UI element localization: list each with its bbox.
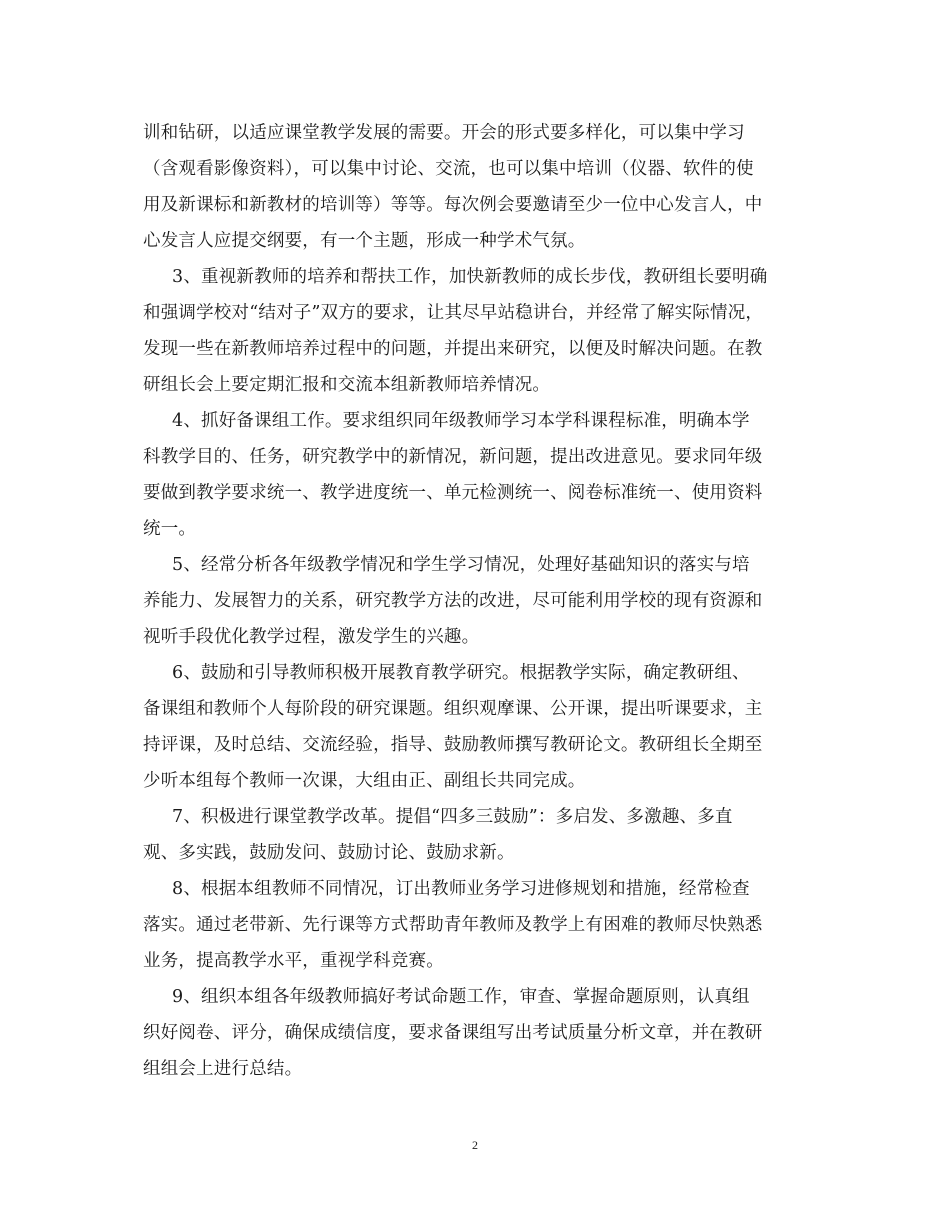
text-line: 视听手段优化教学过程，激发学生的兴趣。 — [143, 627, 480, 647]
paragraph-item-8 — [143, 871, 811, 979]
text-line: 落实。通过老带新、先行课等方式帮助青年教师及教学上有困难的教师尽快熟悉 — [143, 915, 763, 935]
text-line: 备课组和教师个人每阶段的研究课题。组织观摩课、公开课，提出听课要求，主 — [143, 699, 763, 719]
text-line: 发现一些在新教师培养过程中的问题，并提出来研究，以便及时解决问题。在教 — [143, 339, 763, 359]
text-line: 训和钻研，以适应课堂教学发展的需要。开会的形式要多样化，可以集中学习 — [143, 123, 745, 143]
paragraph-item-9 — [143, 979, 811, 1087]
paragraph-continuation — [143, 115, 811, 259]
paragraph-item-4 — [143, 403, 811, 547]
text-line: 心发言人应提交纲要，有一个主题，形成一种学术气氛。 — [143, 231, 586, 251]
text-line: 8、根据本组教师不同情况，订出教师业务学习进修规划和措施，经常检查 — [172, 879, 750, 899]
text-line: 科教学目的、任务，研究教学中的新情况，新问题，提出改进意见。要求同年级 — [143, 447, 763, 467]
text-line: （含观看影像资料），可以集中讨论、交流，也可以集中培训（仪器、软件的使 — [143, 159, 754, 179]
paragraph-item-5 — [143, 547, 811, 655]
text-line: 6、鼓励和引导教师积极开展教育教学研究。根据教学实际，确定教研组、 — [172, 663, 750, 683]
text-line: 5、经常分析各年级教学情况和学生学习情况，处理好基础知识的落实与培 — [172, 555, 750, 575]
paragraph-item-6 — [143, 655, 811, 799]
text-line: 7、积极进行课堂教学改革。提倡“四多三鼓励”：多启发、多激趣、多直 — [172, 807, 733, 827]
paragraph-item-7 — [143, 799, 811, 871]
document-body — [143, 115, 811, 1087]
text-line: 3、重视新教师的培养和帮扶工作，加快新教师的成长步伐，教研组长要明确 — [172, 267, 768, 287]
text-line: 组组会上进行总结。 — [143, 1059, 303, 1079]
text-line: 观、多实践，鼓励发问、鼓励讨论、鼓励求新。 — [143, 843, 515, 863]
text-line: 用及新课标和新教材的培训等）等等。每次例会要邀请至少一位中心发言人，中 — [143, 195, 763, 215]
text-line: 要做到教学要求统一、教学进度统一、单元检测统一、阅卷标准统一、使用资料 — [143, 483, 763, 503]
text-line: 少听本组每个教师一次课，大组由正、副组长共同完成。 — [143, 771, 586, 791]
text-line: 研组长会上要定期汇报和交流本组新教师培养情况。 — [143, 375, 551, 395]
text-line: 织好阅卷、评分，确保成绩信度，要求备课组写出考试质量分析文章，并在教研 — [143, 1023, 763, 1043]
text-line: 持评课，及时总结、交流经验，指导、鼓励教师撰写教研论文。教研组长全期至 — [143, 735, 763, 755]
text-line: 统一。 — [143, 519, 197, 539]
text-line: 业务，提高教学水平，重视学科竞赛。 — [143, 951, 444, 971]
page-number: 2 — [472, 1138, 478, 1152]
text-line: 养能力、发展智力的关系，研究教学方法的改进，尽可能利用学校的现有资源和 — [143, 591, 763, 611]
text-line: 和强调学校对“结对子”双方的要求，让其尽早站稳讲台，并经常了解实际情况， — [143, 303, 764, 323]
paragraph-item-3 — [143, 259, 811, 403]
text-line: 4、抓好备课组工作。要求组织同年级教师学习本学科课程标准，明确本学 — [172, 411, 750, 431]
text-line: 9、组织本组各年级教师搞好考试命题工作，审查、掌握命题原则，认真组 — [172, 987, 750, 1007]
